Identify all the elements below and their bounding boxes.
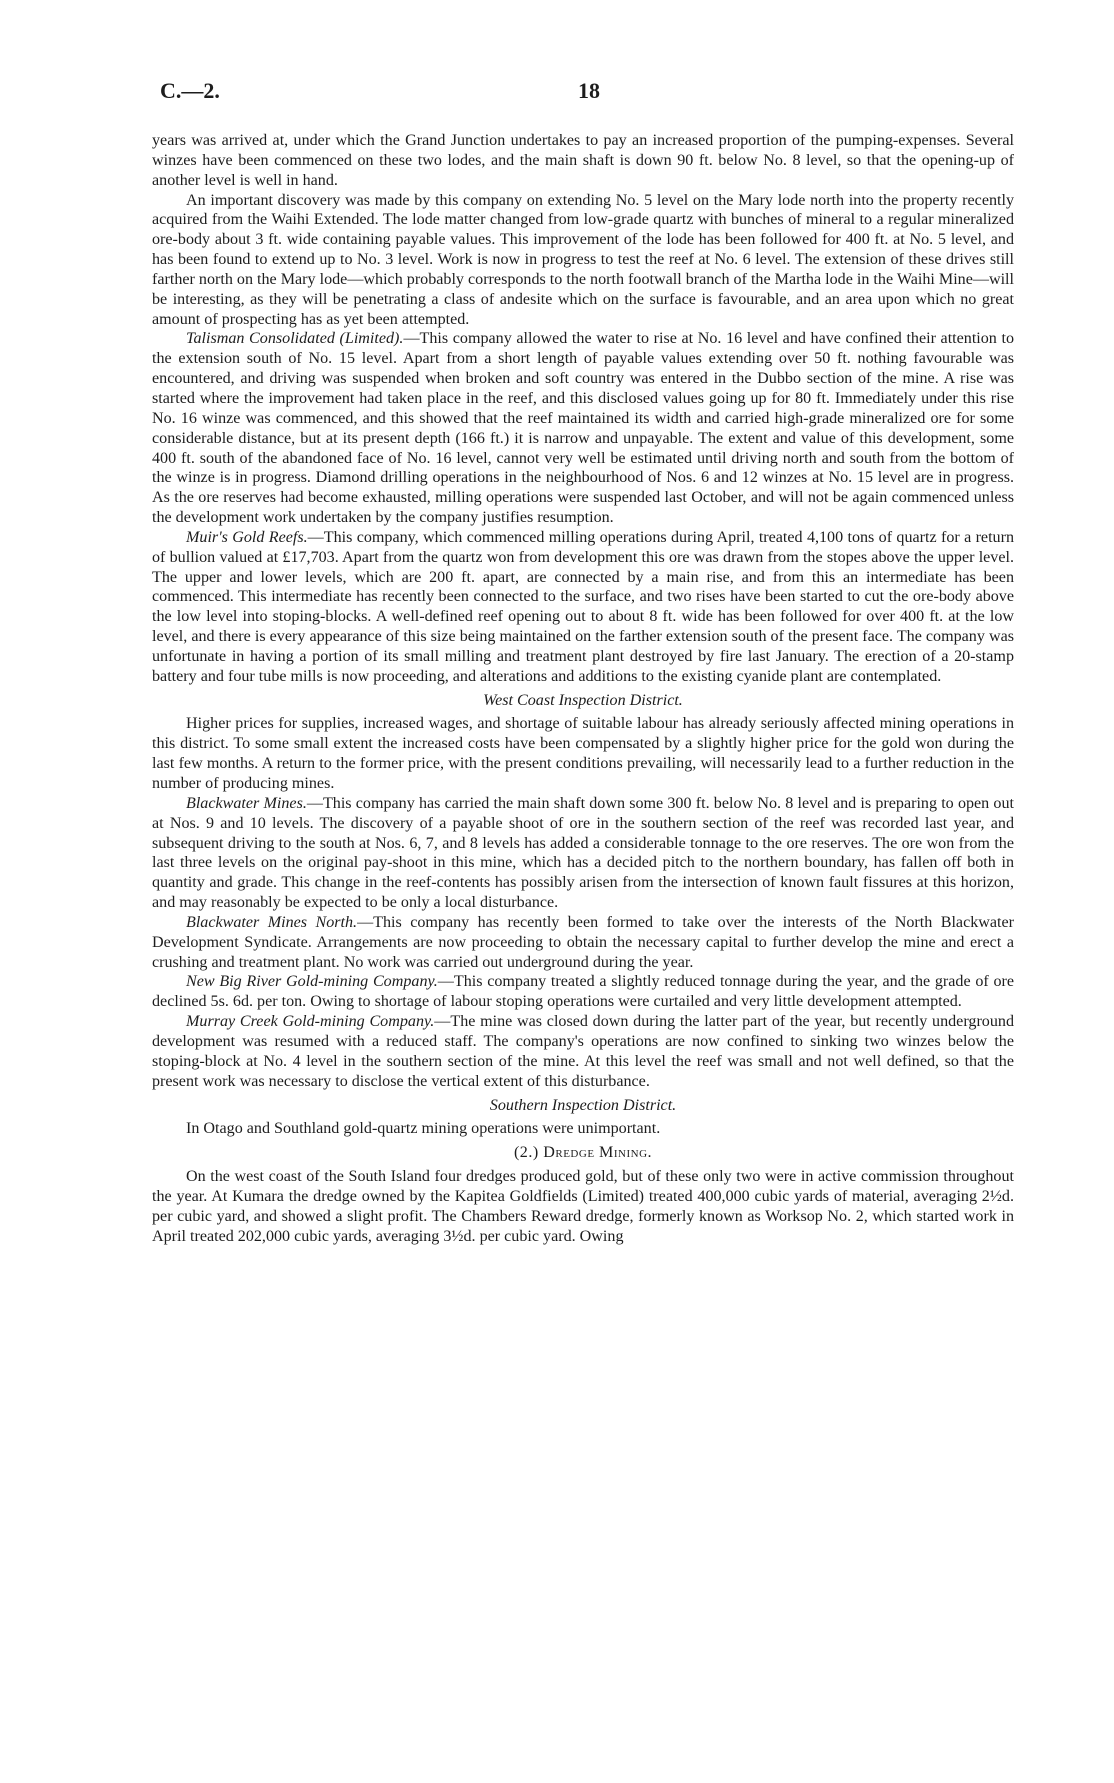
paragraph [152, 528, 1014, 687]
company-name: Murray Creek Gold-mining Company. [186, 1013, 435, 1031]
paragraph: years was arrived at, under which the Grand Junction undertakes to pay an increased proportion of the pumping-expenses. Several winzes have been commenced on these two lodes, and the main shaft is down 90 ft. below No. 8 level, so that the opening-up of another level is well in hand. [152, 132, 1014, 189]
paragraph-text: —This company has recently been formed to take over the interests of the North Blackwater Development Syndicate. Arrangements are now proceeding to obtain the necessary capital to further develop the mine and erect a crushing and treatment plant. No work was carried out underground during the year. [152, 913, 1015, 971]
paragraph: Higher prices for supplies, increased wages, and shortage of suitable labour has already seriously affected mining operations in this district. To some small extent the increased costs have been compensated by a slightly higher price for the gold won during the last few months. A return to the former price, with the present conditions prevailing, will necessarily lead to a further reduction in the number of producing mines. [152, 715, 1014, 792]
paragraph [152, 972, 1014, 1012]
paragraph [152, 794, 1014, 913]
company-name: Muir's Gold Reefs. [186, 528, 308, 546]
paragraph-text: —This company allowed the water to rise at No. 16 level and have confined their attention to the extension south of No. 15 level. Apart from a short length of payable values extending over 50 ft. nothing favourable was encountered, and driving was suspended when broken and soft country was entered in the Dubbo section of the mine. A rise was started where the improvement had taken place in the reef, and this disclosed values going up for 80 ft. Immediately under this rise No. 16 winze was commenced, and this showed that the reef maintained its width and carried high-grade mineralized ore for some considerable distance, but at its present depth (166 ft.) it is narrow and unpayable. The extent and value of this development, some 400 ft. south of the abandoned face of No. 16 level, cannot very well be estimated until driving north and south from the bottom of the winze is in progress. Diamond drilling operations in the neighbourhood of Nos. 6 and 12 winzes at No. 15 level are in progress. As the ore reserves had become exhausted, milling operations were suspended last October, and will not be again commenced unless the development work undertaken by the company justifies resumption. [152, 330, 1014, 527]
paragraph: In Otago and Southland gold-quartz mining operations were unimportant. [186, 1120, 661, 1138]
company-name: Talisman Consolidated (Limited). [186, 330, 404, 348]
paragraph-text: —This company has carried the main shaft down some 300 ft. below No. 8 level and is preparing to open out at Nos. 9 and 10 levels. The discovery of a payable shoot of ore in the southern section of the reef was recorded last year, and subsequent driving to the south at Nos. 6, 7, and 8 levels has added a considerable tonnage to the ore reserves. The ore won from the last three levels on the original pay-shoot in this mine, which has a decided pitch to the northern boundary, has fallen off both in quantity and grade. This change in the reef-contents has possibly arisen from the intersection of known fault fissures at this horizon, and may reasonably be expected to be only a local disturbance. [152, 794, 1014, 912]
section-heading-west-coast: West Coast Inspection District. [483, 691, 683, 709]
page-header [160, 78, 954, 108]
paragraph [152, 329, 1014, 527]
paragraph: An important discovery was made by this company on extending No. 5 level on the Mary lode north into the property recently acquired from the Waihi Extended. The lode matter changed from low-grade quartz with bunches of mineral to a regular mineralized ore-body about 3 ft. wide containing payable values. This improvement of the lode has been followed for 400 ft. at No. 5 level, and has been found to extend up to No. 3 level. Work is now in progress to test the reef at No. 6 level. The extension of these drives still farther north on the Mary lode—which probably corresponds to the north footwall branch of the Martha lode in the Waihi Mine—will be interesting, as they will be penetrating a class of andesite which on the surface is favourable, and an area upon which no great amount of prospecting has as yet been attempted. [152, 191, 1014, 328]
paragraph-text: —This company, which commenced milling operations during April, treated 4,100 tons of quartz for a return of bullion valued at £17,703. Apart from the quartz won from development this ore was drawn from the stopes above the upper level. The upper and lower levels, which are 200 ft. apart, are connected by a main rise, and from this an intermediate has been commenced. This intermediate has recently been connected to the surface, and two rises have been started to cut the ore-body above the low level into stoping-blocks. A well-defined reef opening out to about 8 ft. wide has been followed for over 400 ft. at the low level, and there is every appearance of this size being maintained on the farther extension south of the present face. The company was unfortunate in having a portion of its small milling and treatment plant destroyed by fire last January. The erection of a 20-stamp battery and four tube mills is now proceeding, and alterations and additions to the existing cyanide plant are contemplated. [152, 528, 1014, 685]
page-number: 18 [578, 78, 600, 103]
company-name: Blackwater Mines. [186, 794, 307, 812]
company-name: Blackwater Mines North. [186, 913, 358, 931]
paragraph-text: —This company treated a slightly reduced tonnage during the year, and the grade of ore declined 5s. 6d. per ton. Owing to shortage of labour stoping operations were curtailed and very little development attempted. [152, 973, 1014, 1011]
section-heading-dredge-mining: (2.) Dredge Mining. [513, 1144, 653, 1162]
paragraph: On the west coast of the South Island four dredges produced gold, but of these only two were in active commission throughout the year. At Kumara the dredge owned by the Kapitea Goldfields (Limited) treated 400,000 cubic yards of material, averaging 2½d. per cubic yard, and showed a slight profit. The Chambers Reward dredge, formerly known as Worksop No. 2, which started work in April treated 202,000 cubic yards, averaging 3½d. per cubic yard. Owing [152, 1168, 1014, 1245]
paragraph-text: —The mine was closed down during the latter part of the year, but recently underground development was resumed with a reduced staff. The company's operations are now confined to sinking two winzes below the stoping-block at No. 4 level in the southern section of the mine. At this level the reef was small and not well defined, so that the present work was necessary to disclose the vertical extent of this disturbance. [152, 1013, 1014, 1090]
section-heading-southern: Southern Inspection District. [489, 1096, 677, 1114]
body-text [152, 131, 1014, 1246]
company-name: New Big River Gold-mining Company. [186, 973, 438, 991]
parliamentary-paper-ref: C.—2. [160, 78, 220, 103]
paragraph [152, 1012, 1014, 1091]
paragraph [152, 913, 1014, 973]
